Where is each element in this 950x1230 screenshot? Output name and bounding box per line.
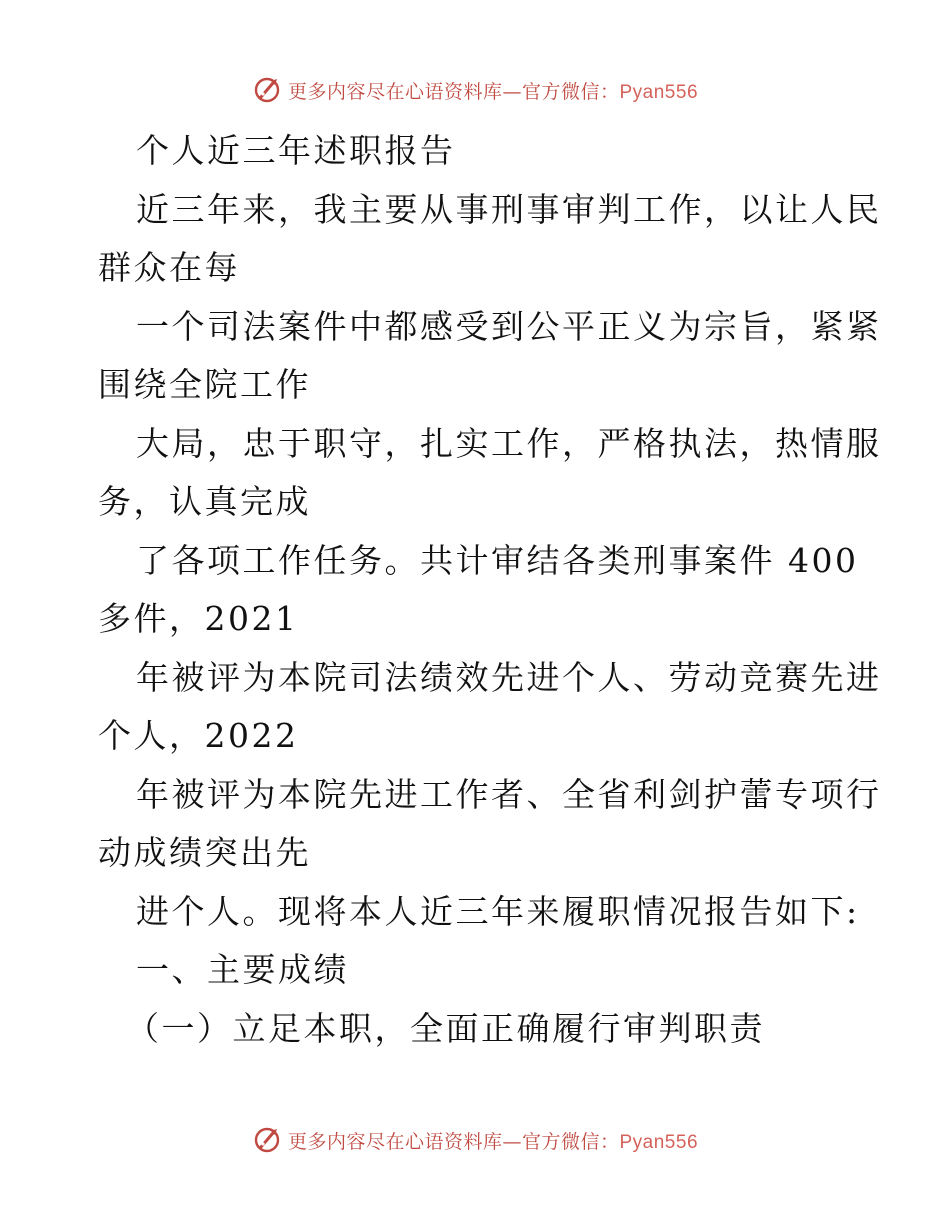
document-title: 个人近三年述职报告 xyxy=(136,131,456,170)
quill-pen-seal-icon xyxy=(252,75,282,105)
subsection-heading: （一）立足本职，全面正确履行审判职责 xyxy=(126,1008,765,1048)
paragraph-line: 年被评为本院先进工作者、全省利剑护蕾专项行 xyxy=(136,774,882,814)
watermark-banner-bottom xyxy=(0,1120,950,1160)
paragraph-line: 围绕全院工作 xyxy=(98,365,311,404)
watermark-banner-top xyxy=(0,70,950,110)
paragraph-line: 进个人。现将本人近三年来履职情况报告如下: xyxy=(136,891,860,931)
watermark-text: 更多内容尽在心语资料库—官方微信：Pyan556 xyxy=(287,80,699,103)
document-body xyxy=(98,122,882,1058)
paragraph-line: 群众在每 xyxy=(98,248,240,287)
paragraph-line: 大局，忠于职守，扎实工作，严格执法，热情服 xyxy=(136,423,882,463)
paragraph-line: 了各项工作任务。共计审结各类刑事案件 400 xyxy=(136,540,859,580)
paragraph-line: 动成绩突出先 xyxy=(98,833,311,872)
quill-pen-seal-icon xyxy=(252,1125,282,1155)
paragraph-line: 年被评为本院司法绩效先进个人、劳动竞赛先进 xyxy=(136,657,882,697)
watermark-text: 更多内容尽在心语资料库—官方微信：Pyan556 xyxy=(287,1130,699,1153)
paragraph-line: 近三年来，我主要从事刑事审判工作，以让人民 xyxy=(136,189,882,229)
paragraph-line: 一个司法案件中都感受到公平正义为宗旨，紧紧 xyxy=(136,306,882,346)
paragraph-line: 多件，2021 xyxy=(98,599,299,638)
paragraph-line: 个人，2022 xyxy=(98,716,299,755)
paragraph-line: 务，认真完成 xyxy=(98,482,311,521)
section-heading: 一、主要成绩 xyxy=(136,950,349,989)
